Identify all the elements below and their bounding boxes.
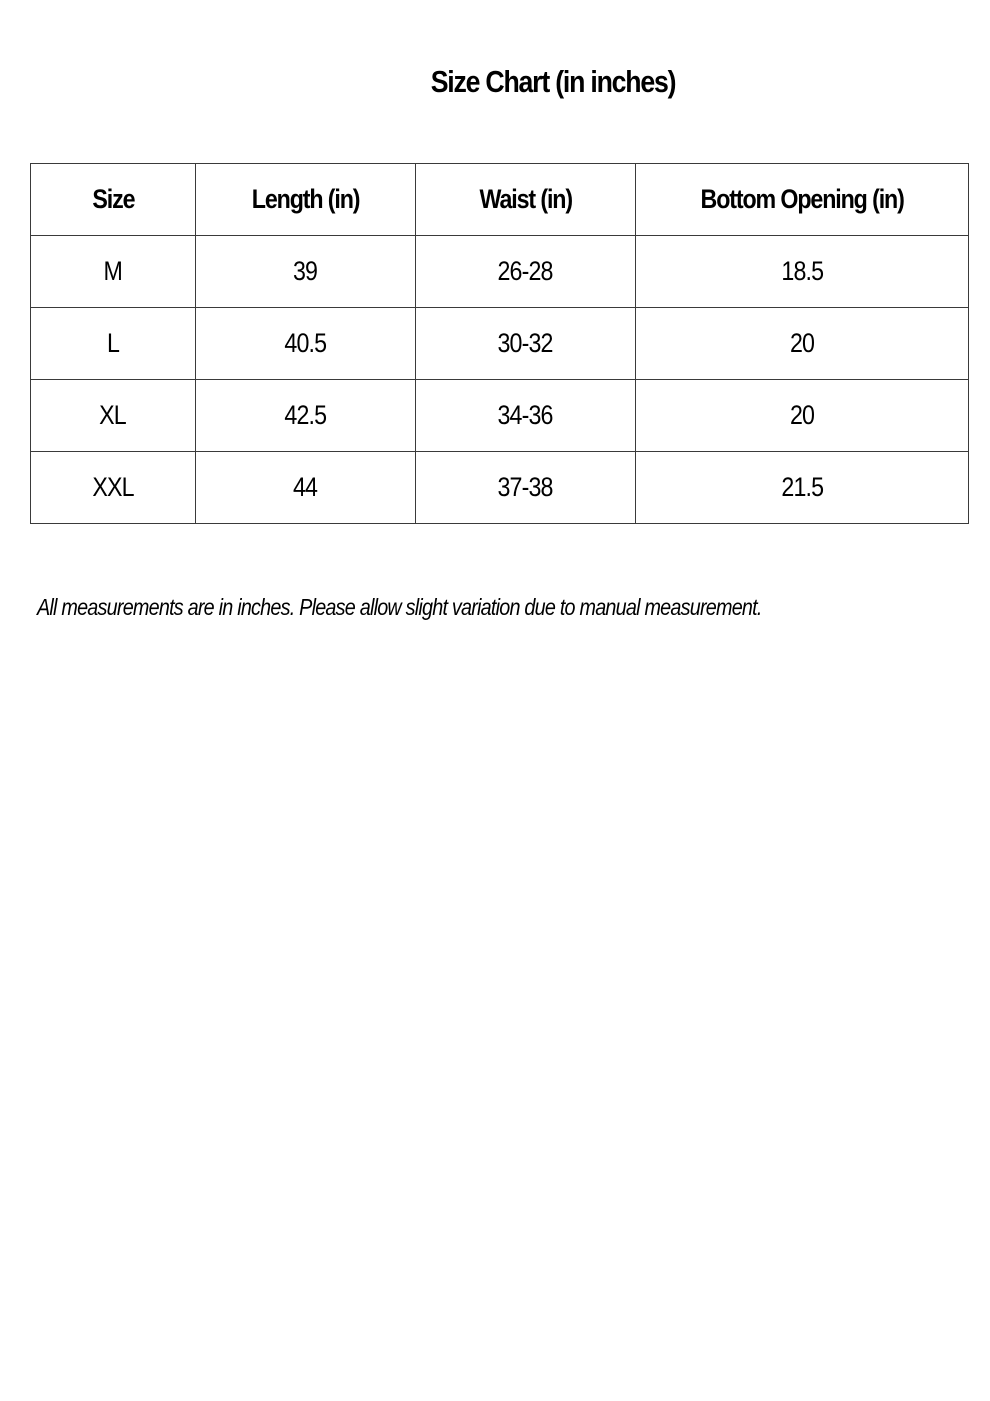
cell-size — [31, 452, 196, 524]
measurement-footnote: All measurements are in inches. Please allow slight variation due to manual measurement. — [37, 594, 762, 620]
cell-text: 34-36 — [497, 400, 554, 430]
cell-waist — [416, 380, 636, 452]
cell-text: 18.5 — [781, 256, 823, 286]
cell-length — [196, 380, 416, 452]
cell-waist — [416, 308, 636, 380]
cell-text: 39 — [293, 256, 318, 286]
cell-text: 37-38 — [497, 472, 554, 502]
table-header — [31, 164, 969, 236]
cell-text: 20 — [789, 400, 815, 430]
cell-text: 26-28 — [497, 256, 554, 286]
cell-size — [31, 236, 196, 308]
header-size-label: Size — [91, 184, 134, 214]
header-size — [31, 164, 196, 236]
header-waist-label: Waist (in) — [479, 184, 572, 214]
table-row — [31, 380, 969, 452]
header-length — [196, 164, 416, 236]
cell-text: XXL — [92, 472, 134, 502]
table-row — [31, 236, 969, 308]
table-row — [31, 452, 969, 524]
cell-text: 42.5 — [284, 400, 327, 430]
cell-text: XL — [99, 400, 127, 430]
cell-size — [31, 308, 196, 380]
cell-bottom-opening — [636, 380, 969, 452]
cell-text: 30-32 — [497, 328, 554, 358]
cell-length — [196, 452, 416, 524]
header-bottom-opening — [636, 164, 969, 236]
header-length-label: Length (in) — [251, 184, 360, 214]
table-body — [31, 236, 969, 524]
cell-waist — [416, 452, 636, 524]
header-waist — [416, 164, 636, 236]
page-title: Size Chart (in inches) — [430, 64, 676, 99]
cell-size — [31, 380, 196, 452]
cell-text: M — [103, 256, 123, 286]
cell-length — [196, 236, 416, 308]
cell-bottom-opening — [636, 236, 969, 308]
header-row — [31, 164, 969, 236]
cell-text: 40.5 — [284, 328, 327, 358]
header-bottom-opening-label: Bottom Opening (in) — [700, 184, 904, 214]
cell-text: 20 — [789, 328, 815, 358]
cell-waist — [416, 236, 636, 308]
table-row — [31, 308, 969, 380]
cell-text: L — [106, 328, 120, 358]
cell-text: 21.5 — [781, 472, 823, 502]
cell-bottom-opening — [636, 452, 969, 524]
cell-length — [196, 308, 416, 380]
cell-bottom-opening — [636, 308, 969, 380]
size-chart-table — [30, 163, 969, 524]
cell-text: 44 — [293, 472, 318, 502]
